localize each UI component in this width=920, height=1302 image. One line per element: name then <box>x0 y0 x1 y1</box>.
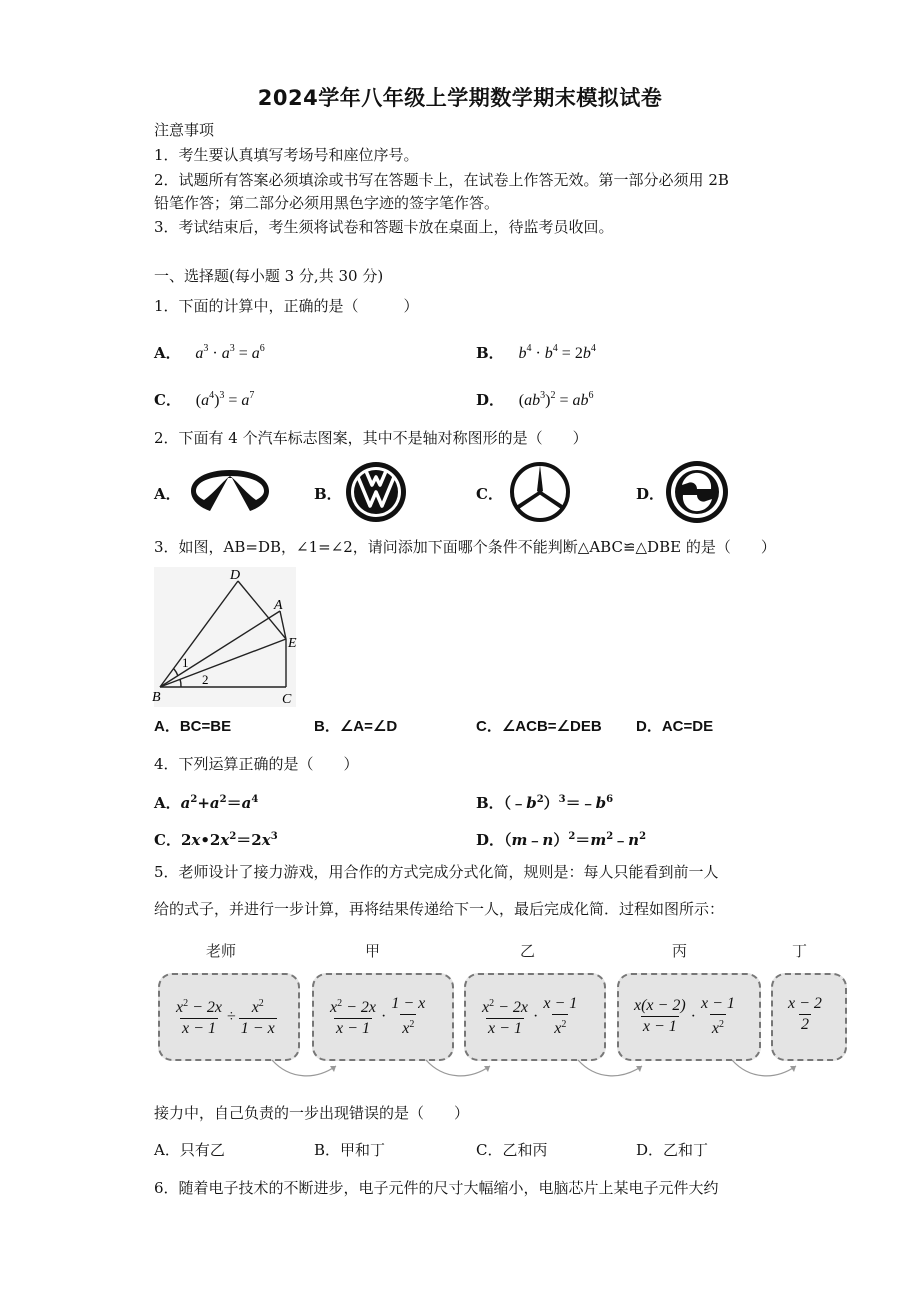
question-5-stem-line2: 给的式子，并进行一步计算，再将结果传递给下一人，最后完成化简．过程如图所示： <box>154 900 725 918</box>
notice-heading: 注意事项 <box>154 121 215 139</box>
relay-expr-teacher: $\frac{x^2 - 2x}{x - 1}$ ÷ $\frac{x^2}{1 - x}$ <box>176 998 275 1037</box>
relay-person-jia: 甲 <box>365 942 381 960</box>
q5-option-a: A．只有乙 <box>154 1141 225 1159</box>
relay-expr-jia: $\frac{x^2 - 2x}{x - 1}$ · $\frac{1 - x}{x^2}$ <box>330 995 426 1037</box>
q4-option-d: D．$(m﹣n)^2=m^2﹣n^2$ <box>476 831 647 849</box>
q3-triangle-figure <box>150 565 300 710</box>
label-e: E <box>288 636 297 651</box>
q4-option-c: C．$2x•2x^2=2x^3$ <box>154 831 278 849</box>
dongfeng-logo-icon <box>664 459 730 525</box>
label-d: D <box>230 568 241 583</box>
q1-option-d: D． $(ab^3)^2 = ab^6$ <box>476 390 594 409</box>
relay-person-yi: 乙 <box>520 942 536 960</box>
relay-person-teacher: 老师 <box>206 942 237 960</box>
section-heading: 一、选择题(每小题 3 分,共 30 分) <box>154 267 384 285</box>
q5-option-b: B．甲和丁 <box>314 1141 386 1159</box>
q4-option-a: A．$a^2+a^2=a^4$ <box>154 794 259 812</box>
relay-person-ding: 丁 <box>792 942 808 960</box>
q3-option-d: D．AC=DE <box>636 718 714 735</box>
notice-item: 铅笔作答；第二部分必须用黑色字迹的签字笔作答。 <box>154 194 500 212</box>
question-2-stem: 2．下面有 4 个汽车标志图案，其中不是轴对称图形的是（ ） <box>154 429 588 447</box>
label-c: C <box>282 692 292 707</box>
q1-option-c: C． $(a^4)^3 = a^7$ <box>154 390 255 409</box>
q5-option-c: C．乙和丙 <box>476 1141 548 1159</box>
notice-item: 2．试题所有答案必须填涂或书写在答题卡上，在试卷上作答无效。第一部分必须用 2B <box>154 171 729 189</box>
relay-expr-ding: $\frac{x - 2}{2}$ <box>788 995 822 1033</box>
question-3-stem: 3．如图，AB=DB，∠1=∠2，请问添加下面哪个条件不能判断△ABC≌△DBE 的是（ ） <box>154 538 776 556</box>
q2-option-a-label: A． <box>154 485 181 503</box>
q3-option-b: B．∠A=∠D <box>314 718 398 735</box>
question-5-stem-line1: 5．老师设计了接力游戏，用合作的方式完成分式化简，规则是：每人只能看到前一人 <box>154 863 719 881</box>
notice-item: 1．考生要认真填写考场号和座位序号。 <box>154 146 419 164</box>
question-4-stem: 4．下列运算正确的是（ ） <box>154 755 359 773</box>
mercedes-logo-icon <box>508 460 572 524</box>
infiniti-logo-icon <box>188 467 272 515</box>
question-6-stem: 6．随着电子技术的不断进步，电子元件的尺寸大幅缩小，电脑芯片上某电子元件大约 <box>154 1179 719 1197</box>
relay-arrows <box>150 1050 850 1084</box>
question-1-stem: 1．下面的计算中，正确的是（ ） <box>154 297 419 315</box>
q1-option-b: B． $b^4 \cdot b^4 = 2b^4$ <box>476 343 596 362</box>
q4-option-b: B．$(﹣b^2)^3=﹣b^6$ <box>476 794 614 812</box>
q3-option-a: A．BC=BE <box>154 718 232 735</box>
page-title: 2024学年八年级上学期数学期末模拟试卷 <box>257 86 663 110</box>
relay-expr-yi: $\frac{x^2 - 2x}{x - 1}$ · $\frac{x - 1}{x^2}$ <box>482 995 578 1037</box>
relay-person-bing: 丙 <box>672 942 688 960</box>
label-a: A <box>274 598 283 613</box>
volkswagen-logo-icon <box>344 460 408 524</box>
label-angle-1: 1 <box>182 655 189 670</box>
q2-option-c-label: C． <box>476 485 503 503</box>
q1-option-a: A． $a^3 \cdot a^3 = a^6$ <box>154 343 265 362</box>
q5-option-d: D．乙和丁 <box>636 1141 709 1159</box>
label-angle-2: 2 <box>202 672 209 687</box>
label-b: B <box>152 690 161 705</box>
notice-item: 3．考试结束后，考生须将试卷和答题卡放在桌面上，待监考员收回。 <box>154 218 614 236</box>
q2-option-d-label: D． <box>636 485 665 503</box>
q5-question: 接力中，自己负责的一步出现错误的是（ ） <box>154 1104 470 1122</box>
q2-option-b-label: B． <box>314 485 342 503</box>
q3-option-c: C．∠ACB=∠DEB <box>476 718 602 735</box>
relay-expr-bing: $\frac{x(x - 2)}{x - 1}$ · $\frac{x - 1}{x^2}$ <box>634 995 735 1037</box>
